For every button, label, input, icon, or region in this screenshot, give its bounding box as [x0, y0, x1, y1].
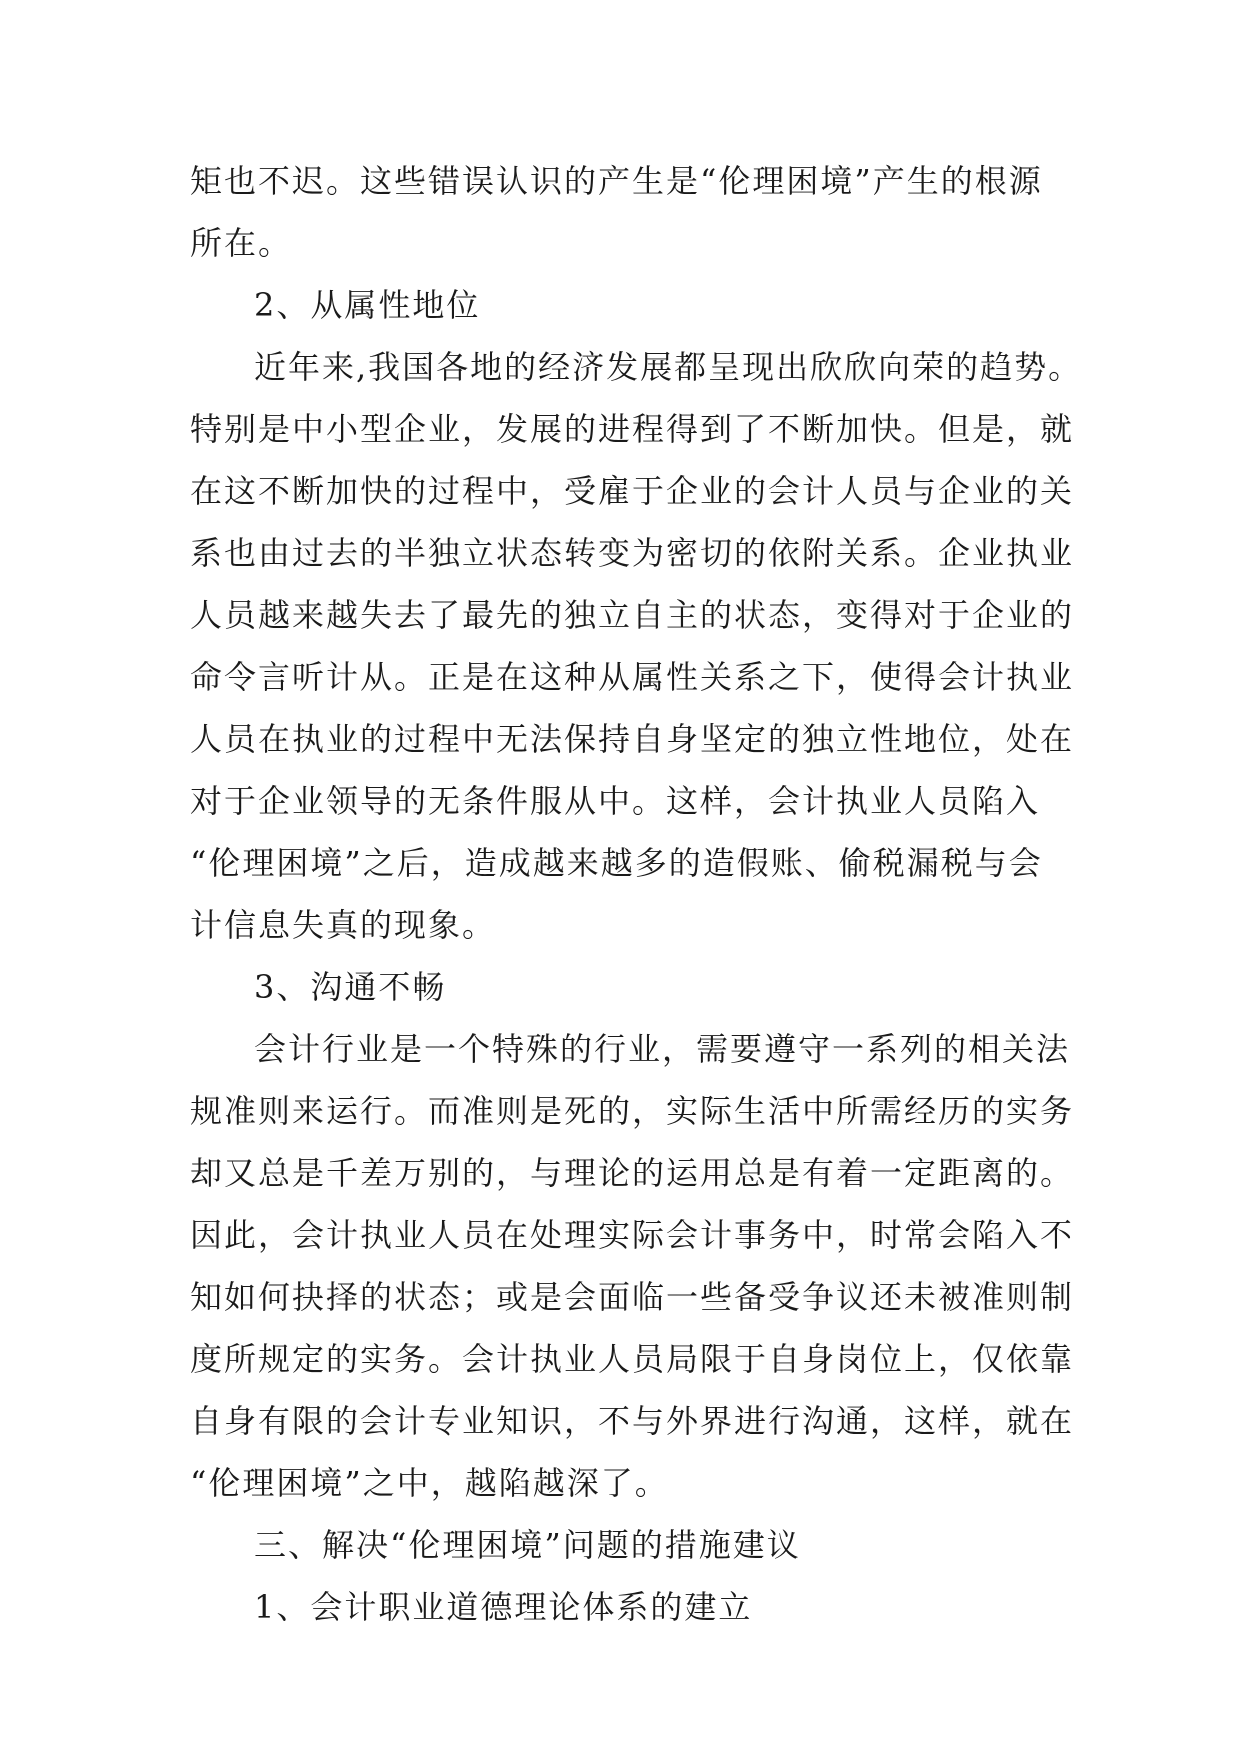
text-line: “伦理困境”之后，造成越来越多的造假账、偷税漏税与会 [190, 844, 1043, 882]
text-line: 却又总是千差万别的，与理论的运用总是有着一定距离的。 [190, 1154, 1075, 1192]
text-line: 矩也不迟。这些错误认识的产生是“伦理困境”产生的根源 [190, 162, 1043, 200]
paragraph-start: 会计行业是一个特殊的行业，需要遵守一系列的相关法 [254, 1030, 1071, 1068]
text-line: 命令言听计从。正是在这种从属性关系之下，使得会计执业 [190, 658, 1075, 696]
text-line: 所在。 [190, 224, 293, 262]
body-text [190, 150, 1090, 1638]
text-line: 度所规定的实务。会计执业人员局限于自身岗位上，仅依靠 [190, 1340, 1075, 1378]
text-line: 自身有限的会计专业知识，不与外界进行沟通，这样，就在 [190, 1402, 1075, 1440]
section-heading: 2、从属性地位 [254, 286, 481, 324]
text-line: 人员越来越失去了最先的独立自主的状态，变得对于企业的 [190, 596, 1075, 634]
paragraph-start: 近年来,我国各地的经济发展都呈现出欣欣向荣的趋势。 [254, 348, 1083, 386]
text-line: “伦理困境”之中，越陷越深了。 [190, 1464, 669, 1502]
text-line: 系也由过去的半独立状态转变为密切的依附关系。企业执业 [190, 534, 1075, 572]
text-line: 规准则来运行。而准则是死的，实际生活中所需经历的实务 [190, 1092, 1075, 1130]
text-line: 人员在执业的过程中无法保持自身坚定的独立性地位，处在 [190, 720, 1075, 758]
section-heading: 三、解决“伦理困境”问题的措施建议 [254, 1526, 801, 1564]
text-line: 因此，会计执业人员在处理实际会计事务中，时常会陷入不 [190, 1216, 1075, 1254]
text-line: 特别是中小型企业，发展的进程得到了不断加快。但是，就 [190, 410, 1075, 448]
section-heading: 1、会计职业道德理论体系的建立 [254, 1588, 753, 1626]
text-line: 在这不断加快的过程中，受雇于企业的会计人员与企业的关 [190, 472, 1075, 510]
section-heading: 3、沟通不畅 [254, 968, 447, 1006]
text-line: 计信息失真的现象。 [190, 906, 497, 944]
text-line: 对于企业领导的无条件服从中。这样，会计执业人员陷入 [190, 782, 1041, 820]
text-line: 知如何抉择的状态；或是会面临一些备受争议还未被准则制 [190, 1278, 1075, 1316]
